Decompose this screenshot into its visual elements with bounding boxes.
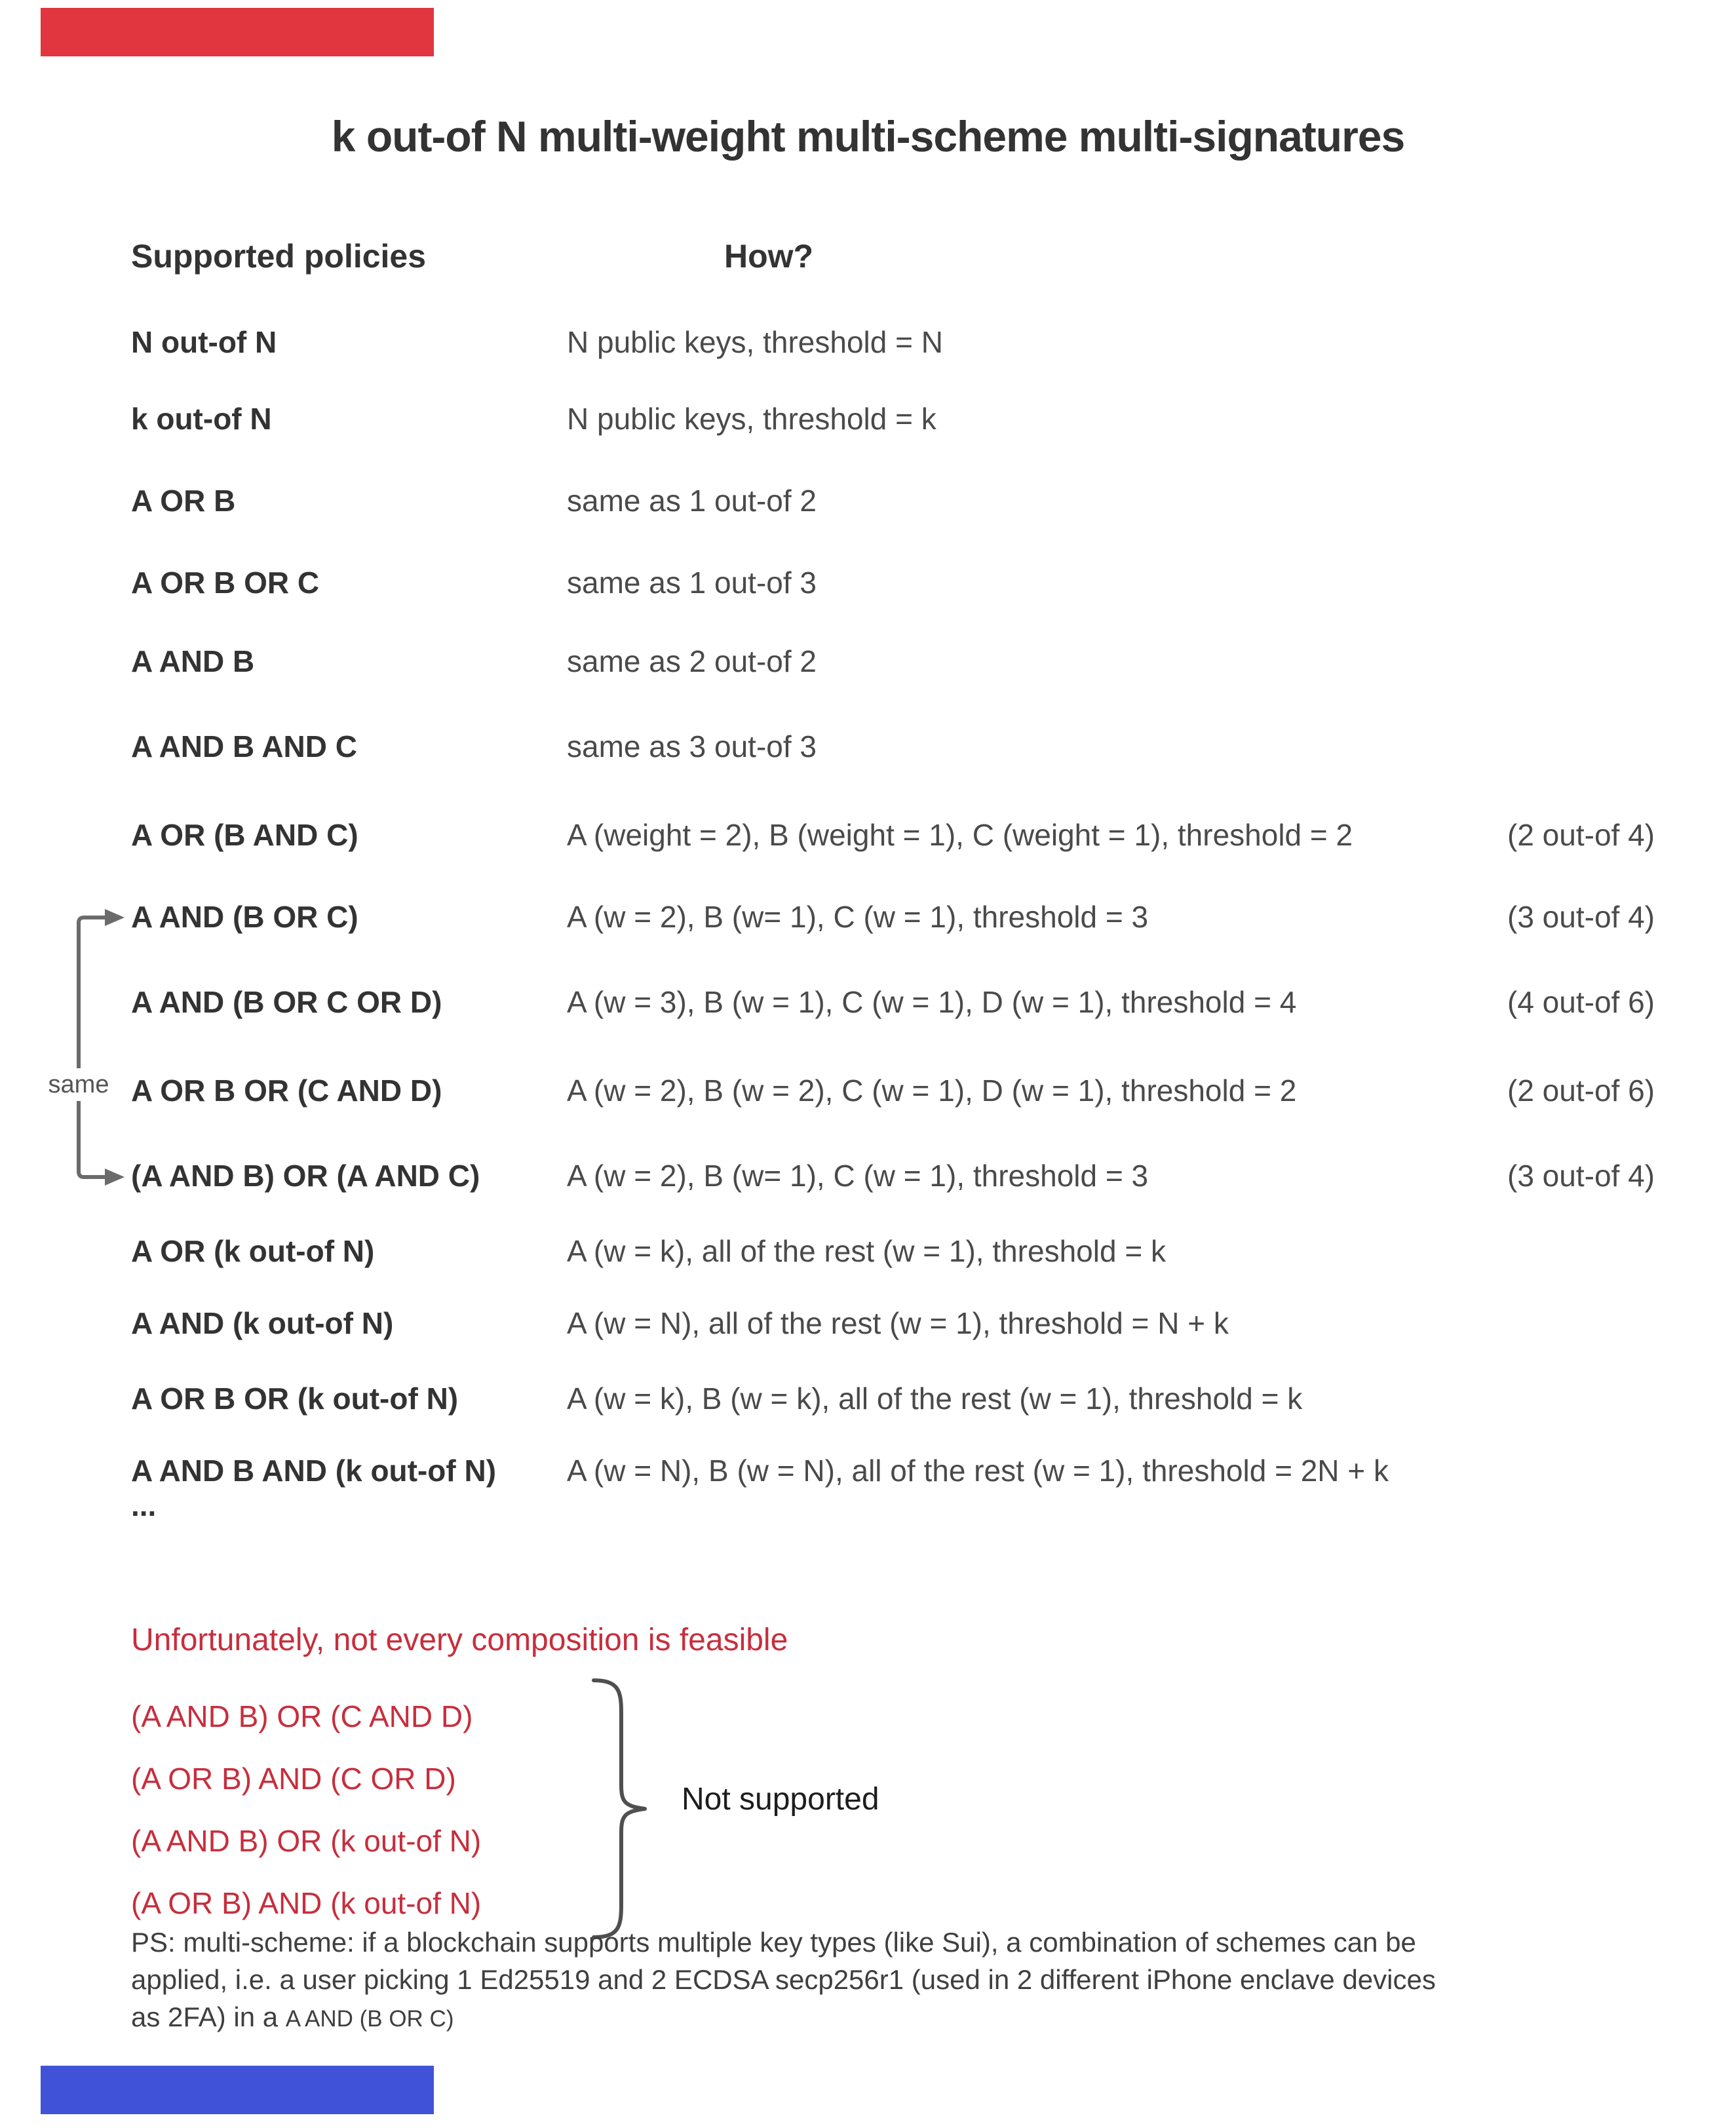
ps-line-3 <box>131 1998 1678 2038</box>
policy-label: A OR (k out-of N) <box>131 1234 375 1268</box>
bottom-blue-accent-bar <box>41 2066 434 2114</box>
policy-label: A OR B <box>131 484 236 518</box>
table-row <box>131 1073 1694 1108</box>
table-row <box>131 1233 1694 1269</box>
infeasible-heading: Unfortunately, not every composition is feasible <box>131 1623 788 1657</box>
column-header-supported-policies: Supported policies <box>131 238 427 275</box>
curly-brace-icon <box>588 1676 654 1941</box>
not-supported-label: Not supported <box>682 1782 879 1817</box>
how-description: N public keys, threshold = N <box>567 325 943 359</box>
page-title: k out-of N multi-weight multi-scheme multi-signatures <box>331 112 1405 161</box>
column-header-how: How? <box>724 238 814 275</box>
how-description: A (w = 2), B (w = 2), C (w = 1), D (w = 1), threshold = 2 <box>567 1073 1297 1108</box>
equivalent-threshold: (2 out-of 6) <box>1507 1073 1655 1108</box>
how-description: A (w = 2), B (w= 1), C (w = 1), threshold = 3 <box>567 1159 1149 1193</box>
table-row <box>131 1305 1694 1341</box>
infeasible-item: (A OR B) AND (k out-of N) <box>131 1886 482 1920</box>
ps-line-2: applied, i.e. a user picking 1 Ed25519 and 2 ECDSA secp256r1 (used in 2 different iPhone enclave devices <box>131 1964 1436 1995</box>
how-description: A (w = N), B (w = N), all of the rest (w = 1), threshold = 2N + k <box>567 1454 1389 1488</box>
bracket-line <box>79 918 106 1177</box>
equivalent-threshold: (2 out-of 4) <box>1507 818 1655 852</box>
table-row <box>131 899 1694 935</box>
policy-label: A AND (B OR C) <box>131 900 358 934</box>
ps-note <box>131 1923 1678 2038</box>
table-row <box>131 324 1694 360</box>
how-description: A (w = k), B (w = k), all of the rest (w = 1), threshold = k <box>567 1382 1303 1416</box>
how-description: A (w = k), all of the rest (w = 1), threshold = k <box>567 1234 1166 1268</box>
table-row <box>131 1158 1694 1193</box>
how-description: same as 3 out-of 3 <box>567 729 817 763</box>
how-description: same as 1 out-of 2 <box>567 484 817 518</box>
ps-line-1: PS: multi-scheme: if a blockchain supports multiple key types (like Sui), a combination of schemes can be <box>131 1927 1416 1958</box>
policy-label: A AND B <box>131 644 255 678</box>
table-row <box>131 401 1694 436</box>
policy-label: A OR B OR (C AND D) <box>131 1073 442 1108</box>
infeasible-item: (A OR B) AND (C OR D) <box>131 1762 456 1796</box>
how-description: A (w = 3), B (w = 1), C (w = 1), D (w = 1), threshold = 4 <box>567 985 1297 1019</box>
how-description: A (w = 2), B (w= 1), C (w = 1), threshold = 3 <box>567 900 1149 934</box>
ps-line-3-text: as 2FA) in a <box>131 2001 286 2032</box>
policy-label: A AND (B OR C OR D) <box>131 985 442 1019</box>
same-bracket-arrows <box>38 902 130 1194</box>
infeasible-item: (A AND B) OR (C AND D) <box>131 1699 473 1733</box>
table-row <box>131 984 1694 1020</box>
policy-label: A AND B AND C <box>131 729 357 763</box>
arrow-right-bottom-icon <box>105 1169 125 1186</box>
top-red-accent-bar <box>41 8 434 56</box>
ps-policy-code: A AND (B OR C) <box>285 2006 454 2032</box>
policy-label: k out-of N <box>131 402 272 436</box>
policy-label: A OR (B AND C) <box>131 818 358 852</box>
policy-label: A AND B AND (k out-of N) <box>131 1454 497 1488</box>
same-annotation-label: same <box>47 1068 111 1101</box>
infeasible-item: (A AND B) OR (k out-of N) <box>131 1824 482 1858</box>
table-row <box>131 644 1694 679</box>
how-description: same as 2 out-of 2 <box>567 644 817 678</box>
equivalent-threshold: (3 out-of 4) <box>1507 1159 1655 1193</box>
policy-label: N out-of N <box>131 325 277 359</box>
arrow-right-top-icon <box>105 909 125 926</box>
table-row <box>131 817 1694 853</box>
table-row <box>131 1453 1694 1488</box>
equivalent-threshold: (4 out-of 6) <box>1507 985 1655 1019</box>
how-description: N public keys, threshold = k <box>567 402 936 436</box>
how-description: A (weight = 2), B (weight = 1), C (weight = 1), threshold = 2 <box>567 818 1353 852</box>
table-row <box>131 483 1694 518</box>
policy-label: A AND (k out-of N) <box>131 1306 394 1340</box>
table-row <box>131 565 1694 600</box>
table-row <box>131 729 1694 764</box>
how-description: A (w = N), all of the rest (w = 1), threshold = N + k <box>567 1306 1229 1340</box>
policy-label: A OR B OR C <box>131 566 320 600</box>
policy-label: (A AND B) OR (A AND C) <box>131 1159 480 1193</box>
table-row <box>131 1381 1694 1416</box>
equivalent-threshold: (3 out-of 4) <box>1507 900 1655 934</box>
ellipsis-row: ... <box>131 1488 157 1522</box>
policy-label: A OR B OR (k out-of N) <box>131 1382 459 1416</box>
how-description: same as 1 out-of 3 <box>567 566 817 600</box>
